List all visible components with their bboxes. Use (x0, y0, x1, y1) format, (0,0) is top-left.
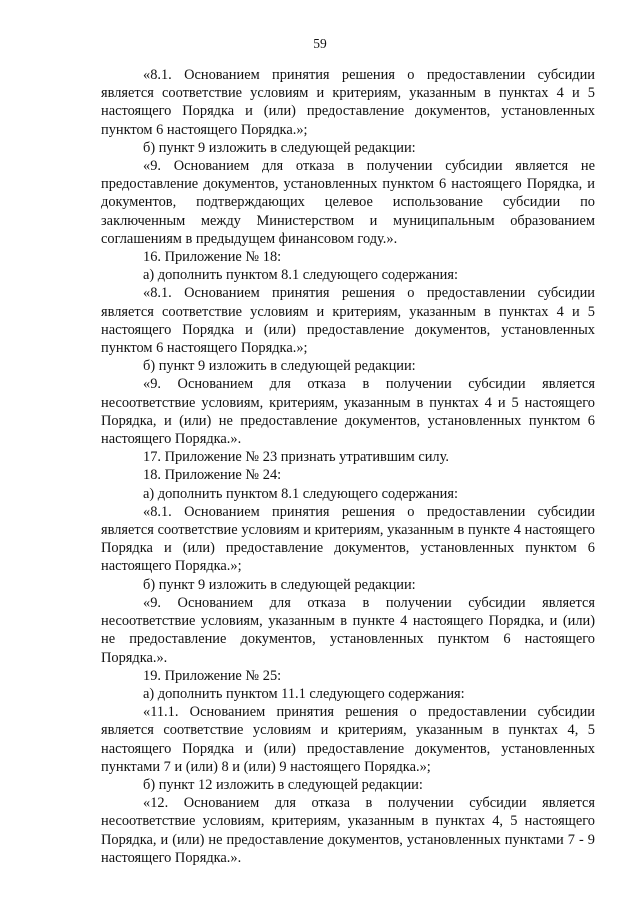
paragraph: а) дополнить пунктом 8.1 следующего содержания: (143, 485, 459, 502)
paragraph: б) пункт 9 изложить в следующей редакции: (143, 139, 416, 156)
paragraph: «11.1. Основанием принятия решения о предоставлении субсидии является соответствие условиям и критериям, указанным в пунктах 4, 5 настоящего Порядка и (или) предоставление документов, установленных пунктами 7 и (или) 8 и (или) 9 настоящего Порядка.»; (101, 704, 595, 775)
paragraph: б) пункт 12 изложить в следующей редакции: (143, 776, 423, 793)
paragraph: «8.1. Основанием принятия решения о предоставлении субсидии является соответствие условиям и критериям, указанным в пунктах 4 и 5 настоящего Порядка и (или) предоставление документов, установленных пунктом 6 настоящего Порядка.»; (101, 67, 595, 138)
paragraph: б) пункт 9 изложить в следующей редакции: (143, 576, 416, 593)
page-number: 59 (313, 36, 327, 51)
paragraph: 19. Приложение № 25: (143, 667, 282, 684)
paragraph: «9. Основанием для отказа в получении субсидии является не предоставление документов, установленных пунктом 6 настоящего Порядка, и документов, подтверждающих целевое использование субсидии по заключенным между Министерством и муниципальным образованием соглашениям в предыдущем финансовом году.». (101, 158, 595, 247)
paragraph: а) дополнить пунктом 11.1 следующего содержания: (143, 685, 465, 702)
paragraph: 17. Приложение № 23 признать утратившим силу. (143, 449, 449, 466)
document-body (101, 66, 595, 867)
paragraph: «8.1. Основанием принятия решения о предоставлении субсидии является соответствие условиям и критериям, указанным в пунктах 4 и 5 настоящего Порядка и (или) предоставление документов, установленных пунктом 6 настоящего Порядка.»; (101, 285, 595, 357)
paragraph: «12. Основанием для отказа в получении субсидии является несоответствие условиям, критериям, указанным в пунктах 4, 5 настоящего Порядка, и (или) не предоставление документов, установленных пунктами 7 - 9 настоящего Порядка.». (101, 795, 595, 866)
paragraph: 16. Приложение № 18: (143, 249, 282, 266)
paragraph: 18. Приложение № 24: (143, 467, 282, 484)
paragraph: «9. Основанием для отказа в получении субсидии является несоответствие условиям, указанным в пункте 4 настоящего Порядка, и (или) не предоставление документов, установленных пунктом 6 настоящего Порядка.». (101, 594, 595, 666)
paragraph: «9. Основанием для отказа в получении субсидии является несоответствие условиям, критериям, указанным в пунктах 4 и 5 настоящего Порядка, и (или) не предоставление документов, установленных пунктом 6 настоящего Порядка.». (101, 376, 595, 448)
paragraph: «8.1. Основанием принятия решения о предоставлении субсидии является соответствие условиям и критериям, указанным в пункте 4 настоящего Порядка и (или) предоставление документов, установленных пунктом 6 настоящего Порядка.»; (101, 503, 595, 575)
paragraph: б) пункт 9 изложить в следующей редакции: (143, 358, 416, 375)
paragraph: а) дополнить пунктом 8.1 следующего содержания: (143, 267, 459, 284)
